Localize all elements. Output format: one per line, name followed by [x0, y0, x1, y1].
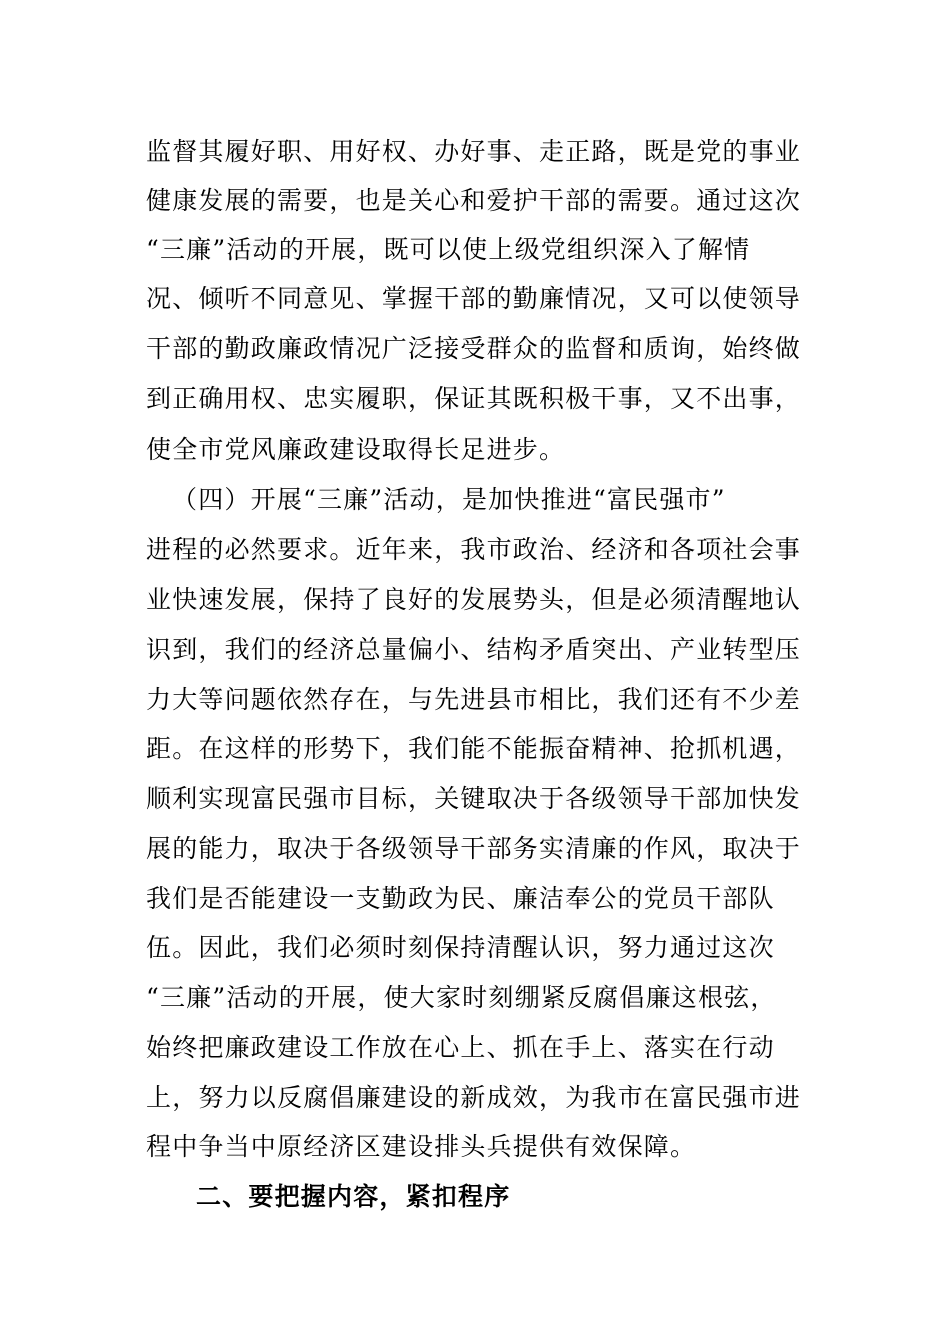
body-text-line: 距。在这样的形势下，我们能不能振奋精神、抢抓机遇，: [146, 734, 802, 763]
body-text-line: 干部的勤政廉政情况广泛接受群众的监督和质询，始终做: [146, 334, 802, 363]
body-text-line: 程中争当中原经济区建设排头兵提供有效保障。: [146, 1132, 697, 1161]
body-text-line: “三廉”活动的开展，既可以使上级党组织深入了解情: [146, 235, 751, 264]
body-text-line: 我们是否能建设一支勤政为民、廉洁奉公的党员干部队: [146, 884, 775, 913]
paragraph-start-line: （四）开展“三廉”活动，是加快推进“富民强市”: [172, 485, 726, 514]
body-text-line: 顺利实现富民强市目标，关键取决于各级领导干部加快发: [146, 784, 802, 813]
body-text-line: 始终把廉政建设工作放在心上、抓在手上、落实在行动: [146, 1033, 775, 1062]
body-text-line: 进程的必然要求。近年来，我市政治、经济和各项社会事: [146, 535, 802, 564]
body-text-line: 展的能力，取决于各级领导干部务实清廉的作风，取决于: [146, 834, 802, 863]
body-text-line: 使全市党风廉政建设取得长足进步。: [146, 435, 566, 464]
body-text-line: 健康发展的需要，也是关心和爱护干部的需要。通过这次: [146, 186, 802, 215]
body-text-line: 业快速发展，保持了良好的发展势头，但是必须清醒地认: [146, 585, 802, 614]
body-text-line: 到正确用权、忠实履职，保证其既积极干事，又不出事，: [146, 384, 802, 413]
section-heading: 二、要把握内容，紧扣程序: [196, 1182, 511, 1211]
body-text-line: 上，努力以反腐倡廉建设的新成效，为我市在富民强市进: [146, 1083, 802, 1112]
body-text-line: 况、倾听不同意见、掌握干部的勤廉情况，又可以使领导: [146, 284, 802, 313]
body-text-line: 力大等问题依然存在，与先进县市相比，我们还有不少差: [146, 685, 802, 714]
body-text-line: 监督其履好职、用好权、办好事、走正路，既是党的事业: [146, 137, 802, 166]
body-text-line: 识到，我们的经济总量偏小、结构矛盾突出、产业转型压: [146, 635, 802, 664]
body-text-line: “三廉”活动的开展，使大家时刻绷紧反腐倡廉这根弦，: [146, 983, 777, 1012]
body-text-line: 伍。因此，我们必须时刻保持清醒认识，努力通过这次: [146, 933, 775, 962]
